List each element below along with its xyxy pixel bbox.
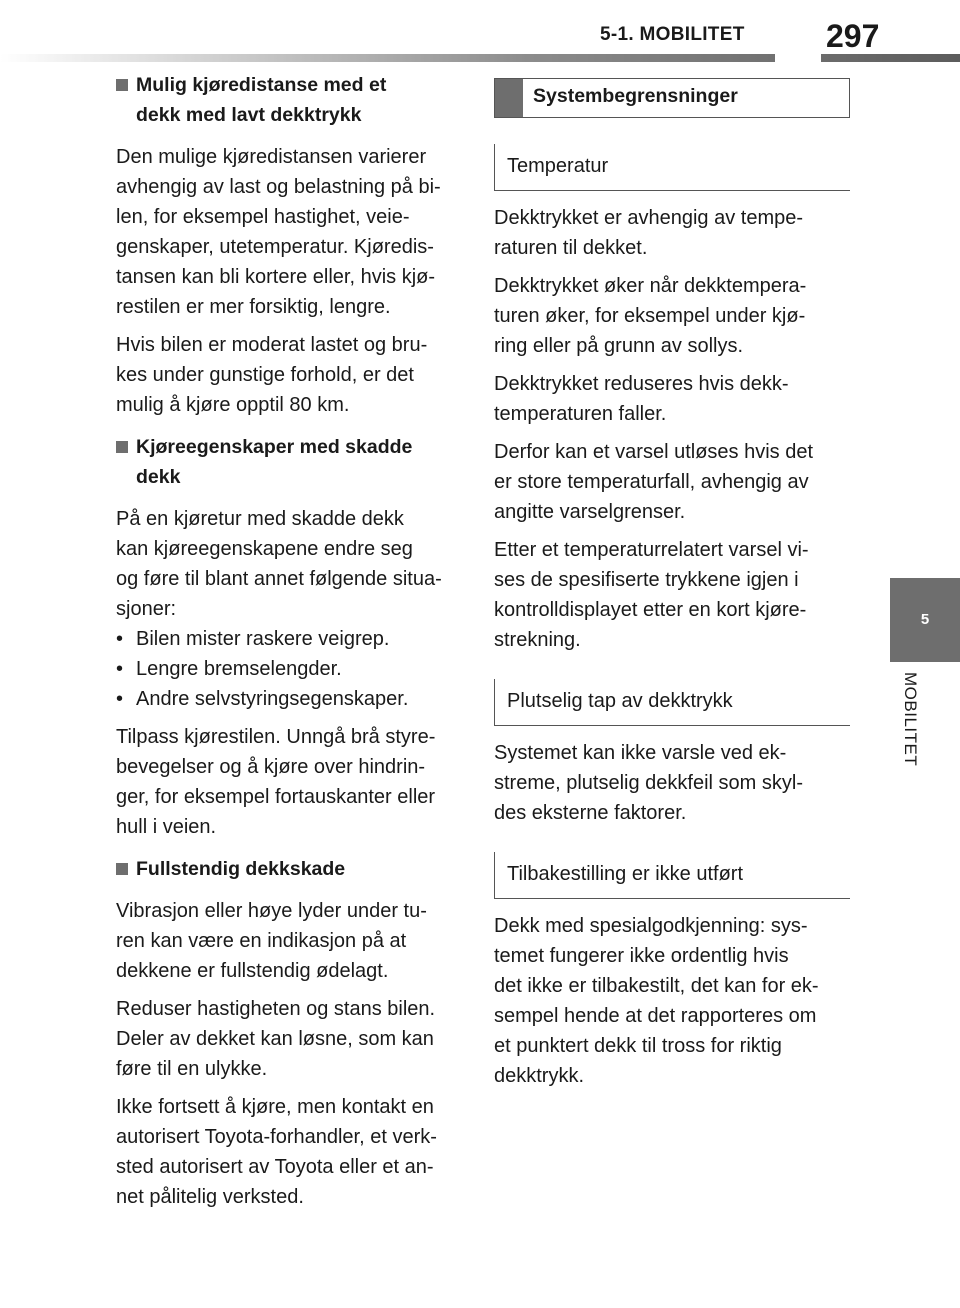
- text-line: temperaturen faller.: [494, 403, 667, 425]
- text-line: genskaper, utetemperatur. Kjøredis-: [116, 236, 434, 258]
- square-bullet-icon: [116, 79, 128, 91]
- text-line: sempel hende at det rapporteres om: [494, 1005, 817, 1027]
- paragraph: [116, 722, 466, 842]
- square-bullet-icon: [116, 441, 128, 453]
- text-line: sted autorisert av Toyota eller et an-: [116, 1156, 434, 1178]
- text-line: mulig å kjøre opptil 80 km.: [116, 394, 350, 416]
- paragraph: [494, 271, 850, 361]
- text-line: Den mulige kjøredistansen varierer: [116, 146, 427, 168]
- text-line: des eksterne faktorer.: [494, 802, 687, 824]
- text-line: er store temperaturfall, avhengig av: [494, 471, 809, 493]
- header-section-title: 5-1. MOBILITET: [600, 24, 745, 45]
- text-line: raturen til dekket.: [494, 237, 648, 259]
- text-line: angitte varselgrenser.: [494, 501, 686, 523]
- text-line: Dekk med spesialgodkjenning: sys-: [494, 915, 808, 937]
- text-line: Dekktrykket reduseres hvis dekk-: [494, 373, 789, 395]
- chapter-tab-label: MOBILITET: [901, 672, 920, 767]
- paragraph: [494, 203, 850, 263]
- chapter-tab-label-wrap: [890, 662, 950, 802]
- paragraph: [116, 1092, 466, 1212]
- paragraph: [116, 994, 466, 1084]
- text-line: hull i veien.: [116, 816, 217, 838]
- system-limits-box: [494, 78, 850, 118]
- paragraph: [116, 896, 466, 986]
- heading-line: Mulig kjøredistanse med et: [136, 74, 387, 96]
- header-rule-gap: [775, 54, 821, 62]
- section-heading: [116, 854, 466, 884]
- bullet-dot: •: [116, 658, 124, 680]
- section-heading: [116, 70, 466, 130]
- bullet-list: [116, 624, 466, 714]
- list-item-text: Andre selvstyringsegenskaper.: [136, 688, 409, 710]
- text-line: føre til en ulykke.: [116, 1058, 268, 1080]
- heading-line: dekk med lavt dekktrykk: [136, 104, 362, 126]
- list-item: [116, 684, 466, 714]
- right-column: [494, 78, 850, 1091]
- text-line: et punktert dekk til tross for riktig: [494, 1035, 782, 1057]
- text-line: Tilpass kjørestilen. Unngå brå styre-: [116, 726, 436, 748]
- text-line: Hvis bilen er moderat lastet og bru-: [116, 334, 428, 356]
- heading-line: Fullstendig dekkskade: [136, 858, 346, 880]
- paragraph: [494, 738, 850, 828]
- text-line: tansen kan bli kortere eller, hvis kjø-: [116, 266, 436, 288]
- heading-line: Kjøreegenskaper med skadde: [136, 436, 413, 458]
- text-line: bevegelser og å kjøre over hindrin-: [116, 756, 426, 778]
- text-line: Reduser hastigheten og stans bilen.: [116, 998, 436, 1020]
- text-line: Systemet kan ikke varsle ved ek-: [494, 742, 787, 764]
- text-line: ren kan være en indikasjon på at: [116, 930, 407, 952]
- text-line: Derfor kan et varsel utløses hvis det: [494, 441, 814, 463]
- text-line: strekning.: [494, 629, 581, 651]
- section-heading: [116, 432, 466, 492]
- paragraph: [494, 369, 850, 429]
- bullet-dot: •: [116, 688, 124, 710]
- list-item: [116, 654, 466, 684]
- text-line: dekkene er fullstendig ødelagt.: [116, 960, 389, 982]
- list-item: [116, 624, 466, 654]
- subheading: Tilbakestilling er ikke utført: [494, 852, 850, 899]
- paragraph: [494, 535, 850, 655]
- text-line: autorisert Toyota-forhandler, et verk-: [116, 1126, 437, 1148]
- text-line: På en kjøretur med skadde dekk: [116, 508, 404, 530]
- paragraph: [116, 504, 466, 624]
- text-line: Dekktrykket er avhengig av tempe-: [494, 207, 804, 229]
- text-line: streme, plutselig dekkfeil som skyl-: [494, 772, 803, 794]
- box-accent-bar: [495, 79, 523, 117]
- box-title: Systembegrensninger: [533, 85, 738, 107]
- paragraph: [116, 330, 466, 420]
- subheading: Temperatur: [494, 144, 850, 191]
- list-item-text: Bilen mister raskere veigrep.: [136, 628, 390, 650]
- text-line: avhengig av last og belastning på bi-: [116, 176, 441, 198]
- text-line: Ikke fortsett å kjøre, men kontakt en: [116, 1096, 434, 1118]
- heading-line: dekk: [136, 466, 181, 488]
- chapter-tab-number: 5: [890, 578, 960, 662]
- text-line: ses de spesifiserte trykkene igjen i: [494, 569, 799, 591]
- subheading: Plutselig tap av dekktrykk: [494, 679, 850, 726]
- text-line: kontrolldisplayet etter en kort kjøre-: [494, 599, 807, 621]
- text-line: net pålitelig verksted.: [116, 1186, 304, 1208]
- bullet-dot: •: [116, 628, 124, 650]
- text-line: Deler av dekket kan løsne, som kan: [116, 1028, 434, 1050]
- text-line: Vibrasjon eller høye lyder under tu-: [116, 900, 427, 922]
- text-line: ring eller på grunn av sollys.: [494, 335, 744, 357]
- paragraph: [494, 437, 850, 527]
- text-line: Etter et temperaturrelatert varsel vi-: [494, 539, 809, 561]
- paragraph: [116, 142, 466, 322]
- text-line: dekktrykk.: [494, 1065, 585, 1087]
- text-line: temet fungerer ikke ordentlig hvis: [494, 945, 789, 967]
- square-bullet-icon: [116, 863, 128, 875]
- left-column: [116, 70, 466, 1212]
- list-item-text: Lengre bremselengder.: [136, 658, 342, 680]
- text-line: det ikke er tilbakestilt, det kan for ek-: [494, 975, 819, 997]
- text-line: ger, for eksempel fortauskanter eller: [116, 786, 436, 808]
- text-line: Dekktrykket øker når dekktempera-: [494, 275, 807, 297]
- text-line: len, for eksempel hastighet, veie-: [116, 206, 410, 228]
- text-line: turen øker, for eksempel under kjø-: [494, 305, 806, 327]
- text-line: kes under gunstige forhold, er det: [116, 364, 414, 386]
- text-line: kan kjøreegenskapene endre seg: [116, 538, 413, 560]
- text-line: restilen er mer forsiktig, lengre.: [116, 296, 391, 318]
- text-line: sjoner:: [116, 598, 177, 620]
- page-number: 297: [826, 18, 880, 54]
- text-line: og føre til blant annet følgende situa-: [116, 568, 442, 590]
- paragraph: [494, 911, 850, 1091]
